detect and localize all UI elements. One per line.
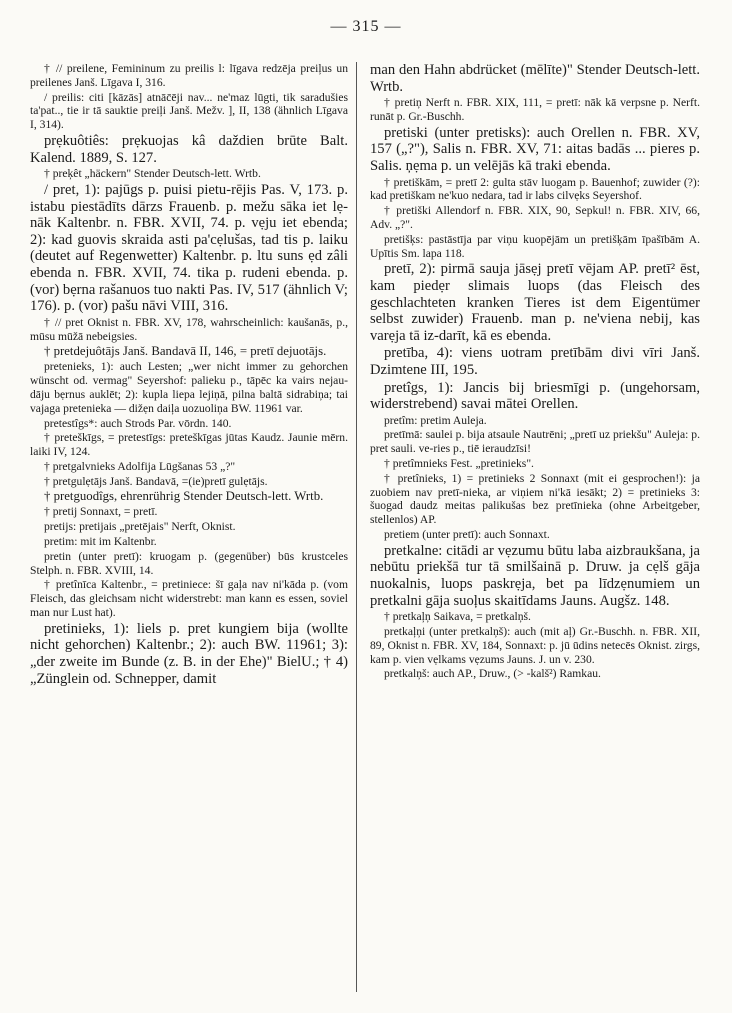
dictionary-entry: pretkalne: citādi ar vẹzumu būtu laba aizbraukšana, ja nebūtu priekšā tur tā smilšainā p. Druw. ja cẹlš gāja nuokalnis, luops paskrẹja, bet pa līdzẹnumiem un pretkalni gāja suoļus skaitīdams Jauns. Augšz. 148. — [370, 542, 700, 609]
dictionary-entry: pretin (unter pretī): kruogam p. (gegenüber) būs krustceles Stelph. n. FBR. XVIII, 14. — [30, 549, 348, 577]
left-column — [30, 62, 348, 688]
dictionary-entry: † pretiškām, = pretī 2: gulta stāv luogam p. Bauenhof; zuwider (?): kad pretiškam ne'kuo nedara, tad ir labs cilvẹks Seyershof. — [370, 175, 700, 203]
right-column — [370, 62, 700, 682]
dictionary-entry: prẹkuôtiês: prẹkuojas kâ daždien brūte Balt. Kalend. 1889, S. 127. — [30, 132, 348, 166]
dictionary-entry: pretī, 2): pirmā sauja jāsẹj pretī vējam AP. pretī² ēst, kam piedẹr slimais luops (das Fleisch des geschlachteten kranken Tieres ist dem Eigentümer selbst zuwider) Frauenb. man p. ne'viena nebij, kas varẹja tā iz-darīt, kā es ebenda. — [370, 261, 700, 344]
dictionary-entry: / preilis: citi [kāzās] atnāc̄ēji nav... ne'maz lūgti, tik saradušies ta'pat.., tie ir tā sauktie preiļi Janš. Mežv. ], II, 138 (ähnlich Līgava I, 314). — [30, 90, 348, 132]
column-divider — [356, 62, 357, 992]
dictionary-entry: pretīmā: saulei p. bija atsaule Nautrēni; „pretī uz priekšu" Auleja: p. pret sauli. ve-ries p., tiē ieraudzīsi! — [370, 428, 700, 456]
dictionary-entry: † pretiņ Nerft n. FBR. XIX, 111, = pretī: nāk kā verpsne p. Nerft. runāt p. Gr.-Buschh. — [370, 96, 700, 123]
page-number: — 315 — — [330, 18, 402, 35]
dictionary-entry: † pretiški Allendorf n. FBR. XIX, 90, Sepkul! n. FBR. XIV, 66, Adv. „?". — [370, 204, 700, 231]
dictionary-entry: † preteškīgs, = pretestīgs: preteškīgas jūtas Kaudz. Jaunie mērn. laiki IV, 124. — [30, 431, 348, 459]
dictionary-entry: pretiski (unter pretisks): auch Orellen n. FBR. XV, 157 („?"), Salis n. FBR. XV, 71: aitas badās ... pieres p. Salis. ņẹma p. un velējās kā traki ebenda. — [370, 124, 700, 174]
dictionary-entry: † pretgalvnieks Adolfija Lūgšanas 53 „?" — [44, 459, 236, 473]
dictionary-entry: pretijs: pretijais „pretējais" Nerft, Oknist. — [44, 520, 236, 534]
dictionary-entry: pretestîgs*: auch Strods Par. vōrdn. 140. — [44, 416, 232, 430]
dictionary-entry: † preķêt „häckern" Stender Deutsch-lett. Wrtb. — [44, 167, 261, 181]
dictionary-entry: † // pret Oknist n. FBR. XV, 178, wahrscheinlich: kaušanās, p., mūsu mūžā nebeigsies. — [30, 315, 348, 343]
dictionary-entry: † pretgulẹtājs Janš. Bandavā, =(ie)pretī gulẹtājs. — [44, 474, 268, 488]
dictionary-entry: † // preilene, Femininum zu preilis l: līgava redzēja preiļus un preilenes Janš. Līgava I, 316. — [30, 62, 348, 89]
dictionary-entry: † pretkaļņ Saikava, = pretkalņš. — [384, 610, 531, 624]
dictionary-entry: † pretînīca Kaltenbr., = pretiniece: šī gaļa nav ni'kāda p. (vom Fleisch, das gleichsam nicht widerstrebt: man kann es essen, soviel man nur Lust hat). — [30, 578, 348, 620]
dictionary-entry: † pretînieks, 1) = pretinieks 2 Sonnaxt (mit ei gesprochen!): ja zuobiem nav pretī-nieka, ar viņiem ni'kā iesākt; 2) = pretinieks 3: šuogad daudz meitas palikušas bez pretīnieka (ohne Arbeitgeber, stellenlos) AP. — [370, 471, 700, 527]
dictionary-entry: pretenieks, 1): auch Lesten; „wer nicht immer zu gehorchen wünscht od. vermag" Seyershof: palieku p., tāpēc ka vairs nejau-dāju bẹrnus auklēt; 2): kupla liepa lejiņā, pilna baltā sidrabiņa; tai vajaga pretenieka — dižẹn daiļa uozuoliņa BW. 11961 var. — [30, 360, 348, 415]
dictionary-entry: pretinieks, 1): liels p. pret kungiem bija (wollte nicht gehorchen) Kaltenbr.; 2): auch BW. 11961; 3): „der zweite im Bunde (z. B. in der Ehe)" BielU.; † 4) „Zünglein od. Schnepper, damit — [30, 620, 348, 687]
dictionary-entry: † pretdejuôtājs Janš. Bandavā II, 146, = pretī dejuotājs. — [44, 344, 327, 359]
dictionary-entry: † pretîmnieks Fest. „pretinieks". — [384, 457, 534, 471]
dictionary-entry: † pretij Sonnaxt, = pretī. — [44, 505, 158, 519]
dictionary-entry: pretîm: pretim Auleja. — [384, 413, 487, 427]
dictionary-entry: pretība, 4): viens uotram pretībām divi vīri Janš. Dzimtene III, 195. — [370, 345, 700, 378]
dictionary-entry: pretiem (unter pretī): auch Sonnaxt. — [384, 528, 550, 542]
dictionary-entry: pretkaļņi (unter pretkalņš): auch (mit aļ) Gr.-Buschh. n. FBR. XII, 89, Oknist n. FBR. XV, 184, Sonnaxt: p. jū ūdins netecēs Oknist. zirgs, kam p. vien vẹlkams vẹzums Jauns. J. un v. 230. — [370, 625, 700, 666]
dictionary-entry: † pretguodîgs, ehrenrührig Stender Deutsch-lett. Wrtb. — [44, 489, 324, 504]
dictionary-entry: / pret, 1): pajūgs p. puisi pietu-rējis Pas. V, 173. p. istabu piestādīts dārzs Frauenb. p. mežu sāka iet lẹ-nāk Kaltenbr. n. FBR. XVII, 74. p. vẹju iet ebenda; 2): kad guovis skraida asti pa'cẹlušas, tad tis p. laiku (deutet auf Regenwetter) Kaltenbr. p. ltu suns ẹd zâli ebenda n. FBR. XVII, 74. tika p. rudeni ebenda. p. (vor) bẹrna rašanuos tuo nakti Pas. IV, 517 (ähnlich V; 176). p. (vor) pašu nāvi VIII, 316. — [30, 181, 348, 315]
dictionary-entry: pretim: mit im Kaltenbr. — [44, 535, 157, 549]
dictionary-entry: pretîgs, 1): Jancis bij briesmīgi p. (ungehorsam, widerstrebend) savai mātei Orellen. — [370, 379, 700, 413]
dictionary-entry: pretkalņš: auch AP., Druw., (> -kalš²) Ramkau. — [384, 667, 601, 681]
dictionary-entry: pretišķs: pastāstīja par viņu kuopējām un pretišķām īpašībām A. Upītis Sm. lapa 118. — [370, 232, 700, 260]
dictionary-entry: man den Hahn abdrücket (mēlīte)" Stender Deutsch-lett. Wrtb. — [370, 62, 700, 95]
